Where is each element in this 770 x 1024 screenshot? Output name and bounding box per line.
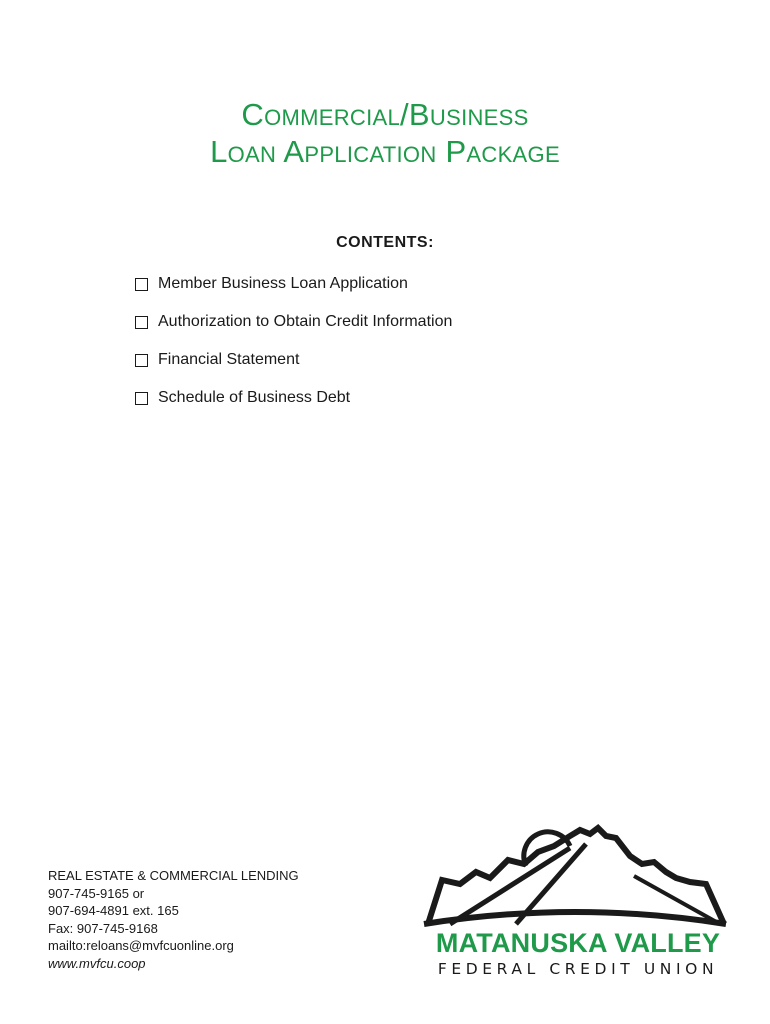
logo-name-line-2: FEDERAL CREDIT UNION: [437, 960, 719, 978]
contents-checklist: [135, 273, 452, 425]
document-title: [0, 96, 770, 170]
logo-name-line-1: MATANUSKA VALLEY: [435, 928, 721, 958]
website-link[interactable]: www.mvfcu.coop: [48, 955, 146, 971]
checklist-item: [135, 387, 452, 425]
title-line-2: Loan Application Package: [210, 134, 560, 169]
checkbox[interactable]: [135, 278, 148, 291]
phone-primary: 907-745-9165 or: [48, 885, 145, 901]
checklist-item-label: Schedule of Business Debt: [158, 389, 351, 406]
email-link[interactable]: mailto:reloans@mvfcuonline.org: [48, 938, 234, 953]
phone-secondary: 907-694-4891 ext. 165: [48, 903, 179, 918]
checklist-item: [135, 273, 452, 311]
checklist-item: [135, 311, 452, 349]
contents-heading: CONTENTS:: [336, 234, 434, 251]
checklist-item-label: Financial Statement: [158, 351, 300, 368]
title-line-1: Commercial/Business: [241, 97, 529, 132]
department-name: REAL ESTATE & COMMERCIAL LENDING: [48, 868, 299, 883]
checkbox[interactable]: [135, 316, 148, 329]
checklist-item-label: Member Business Loan Application: [158, 275, 408, 292]
checklist-item-label: Authorization to Obtain Credit Information: [158, 313, 453, 330]
fax-number: Fax: 907-745-9168: [48, 920, 158, 936]
checklist-item: [135, 349, 452, 387]
checkbox[interactable]: [135, 392, 148, 405]
contact-block: [48, 867, 299, 972]
checkbox[interactable]: [135, 354, 148, 367]
